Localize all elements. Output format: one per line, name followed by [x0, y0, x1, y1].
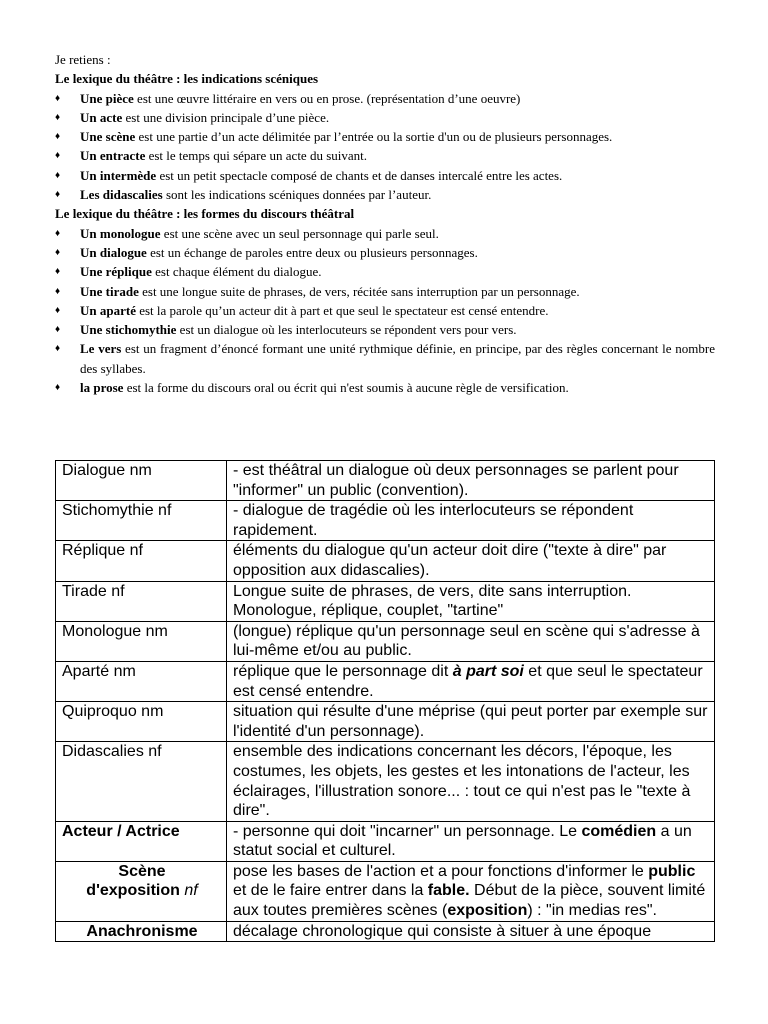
table-row [56, 821, 715, 861]
lexicon-table [55, 460, 715, 942]
list-item: ♦ Un aparté est la parole qu’un acteur dit à part et que seul le spectateur est censé entendre. [55, 301, 715, 320]
list-item: ♦ Une pièce est une œuvre littéraire en vers ou en prose. (représentation d’une oeuvre) [55, 89, 715, 108]
term-cell: Aparté nm [56, 661, 227, 701]
term-cell: Anachronisme [56, 921, 227, 942]
list-item: ♦ la prose est la forme du discours oral ou écrit qui n'est soumis à aucune règle de versification. [55, 378, 715, 397]
definition-cell: - dialogue de tragédie où les interlocuteurs se répondent rapidement. [227, 501, 715, 541]
list-item: ♦ Une scène est une partie d’un acte délimitée par l’entrée ou la sortie d'un ou de plusieurs personnages. [55, 127, 715, 146]
definition-cell: situation qui résulte d'une méprise (qui peut porter par exemple sur l'identité d'un personnage). [227, 702, 715, 742]
term-cell: Tirade nf [56, 581, 227, 621]
term-cell: Réplique nf [56, 541, 227, 581]
definition-cell: éléments du dialogue qu'un acteur doit dire ("texte à dire" par opposition aux didascalies). [227, 541, 715, 581]
term-cell: Scène d'exposition nf [56, 861, 227, 921]
list-item: ♦ Une réplique est chaque élément du dialogue. [55, 262, 715, 281]
definition-cell: ensemble des indications concernant les décors, l'époque, les costumes, les objets, les gestes et les intonations de l'acteur, les éclairages, l'illustration sonore... : tout ce qui n'est pas le "texte à dire". [227, 742, 715, 821]
bullet-list-discours [55, 224, 715, 398]
table-row [56, 461, 715, 501]
definition-cell: pose les bases de l'action et a pour fonctions d'informer le public et de le faire entrer dans la fable. Début de la pièce, souvent limité aux toutes premières scènes (exposition) : "in medias res". [227, 861, 715, 921]
definition-cell: décalage chronologique qui consiste à situer à une époque [227, 921, 715, 942]
table-row [56, 742, 715, 821]
table-row [56, 861, 715, 921]
definition-cell: - personne qui doit "incarner" un personnage. Le comédien a un statut social et culturel. [227, 821, 715, 861]
list-item: ♦ Un acte est une division principale d’une pièce. [55, 108, 715, 127]
term-cell: Quiproquo nm [56, 702, 227, 742]
table-row [56, 621, 715, 661]
list-item: ♦ Un entracte est le temps qui sépare un acte du suivant. [55, 146, 715, 165]
table-row [56, 541, 715, 581]
list-item: ♦ Les didascalies sont les indications scéniques données par l’auteur. [55, 185, 715, 204]
list-item: ♦ Un dialogue est un échange de paroles entre deux ou plusieurs personnages. [55, 243, 715, 262]
table-row [56, 581, 715, 621]
definition-cell: Longue suite de phrases, de vers, dite sans interruption. Monologue, réplique, couplet, "tartine" [227, 581, 715, 621]
table-row [56, 921, 715, 942]
list-item: ♦ Un intermède est un petit spectacle composé de chants et de danses intercalé entre les actes. [55, 166, 715, 185]
list-item: ♦ Une stichomythie est un dialogue où les interlocuteurs se répondent vers pour vers. [55, 320, 715, 339]
definition-cell: - est théâtral un dialogue où deux personnages se parlent pour "informer" un public (convention). [227, 461, 715, 501]
term-cell: Stichomythie nf [56, 501, 227, 541]
term-cell: Monologue nm [56, 621, 227, 661]
section-heading-indications: Le lexique du théâtre : les indications scéniques [55, 71, 319, 87]
list-item: ♦ Le vers est un fragment d’énoncé formant une unité rythmique définie, en principe, par des règles concernant le nombre des syllabes. [55, 339, 715, 378]
table-row [56, 702, 715, 742]
lesson-text [55, 50, 715, 397]
term-cell: Didascalies nf [56, 742, 227, 821]
definition-cell: réplique que le personnage dit à part soi et que seul le spectateur est censé entendre. [227, 661, 715, 701]
list-item: ♦ Un monologue est une scène avec un seul personnage qui parle seul. [55, 224, 715, 243]
term-cell: Dialogue nm [56, 461, 227, 501]
definition-cell: (longue) réplique qu'un personnage seul en scène qui s'adresse à lui-même et/ou au public. [227, 621, 715, 661]
list-item: ♦ Une tirade est une longue suite de phrases, de vers, récitée sans interruption par un personnage. [55, 282, 715, 301]
bullet-list-indications [55, 89, 715, 205]
intro-line: Je retiens : [55, 52, 111, 67]
table-row [56, 661, 715, 701]
term-cell: Acteur / Actrice [56, 821, 227, 861]
table-row [56, 501, 715, 541]
section-heading-discours: Le lexique du théâtre : les formes du discours théâtral [55, 206, 355, 222]
